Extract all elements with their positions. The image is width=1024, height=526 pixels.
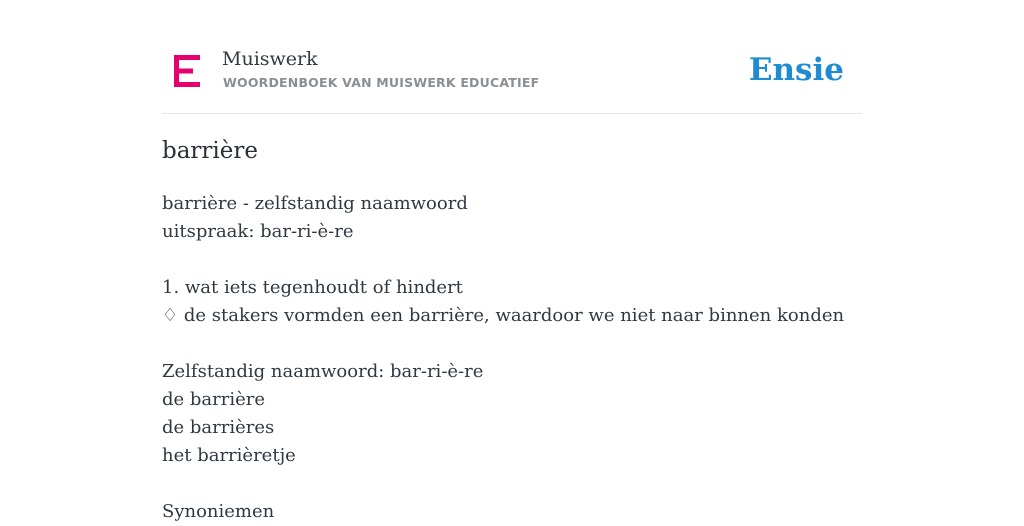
noun-plural: de barrières xyxy=(162,417,275,438)
site-header xyxy=(162,44,862,114)
definition-1: 1. wat iets tegenhoudt of hindert xyxy=(162,277,463,298)
spacer xyxy=(162,470,862,498)
muiswerk-e-logo-icon[interactable] xyxy=(174,55,200,87)
spacer xyxy=(162,330,862,358)
brand-title[interactable]: Muiswerk xyxy=(222,48,318,70)
brand-subtitle: WOORDENBOEK VAN MUISWERK EDUCATIEF xyxy=(223,75,540,90)
example-1: ♢ de stakers vormden een barrière, waardoor we niet naar binnen konden xyxy=(162,305,845,326)
ensie-logo[interactable]: Ensie xyxy=(748,52,844,88)
noun-heading: Zelfstandig naamwoord: bar-ri-è-re xyxy=(162,361,484,382)
spacer xyxy=(162,246,862,274)
synonyms-heading: Synoniemen xyxy=(162,501,275,522)
noun-diminutive: het barrièretje xyxy=(162,445,296,466)
noun-singular: de barrière xyxy=(162,389,266,410)
entry-headline: barrière - zelfstandig naamwoord xyxy=(162,193,468,214)
pronunciation: uitspraak: bar-ri-è-re xyxy=(162,221,354,242)
page xyxy=(162,0,862,522)
page-title: barrière xyxy=(162,138,258,164)
dictionary-entry xyxy=(162,190,862,526)
